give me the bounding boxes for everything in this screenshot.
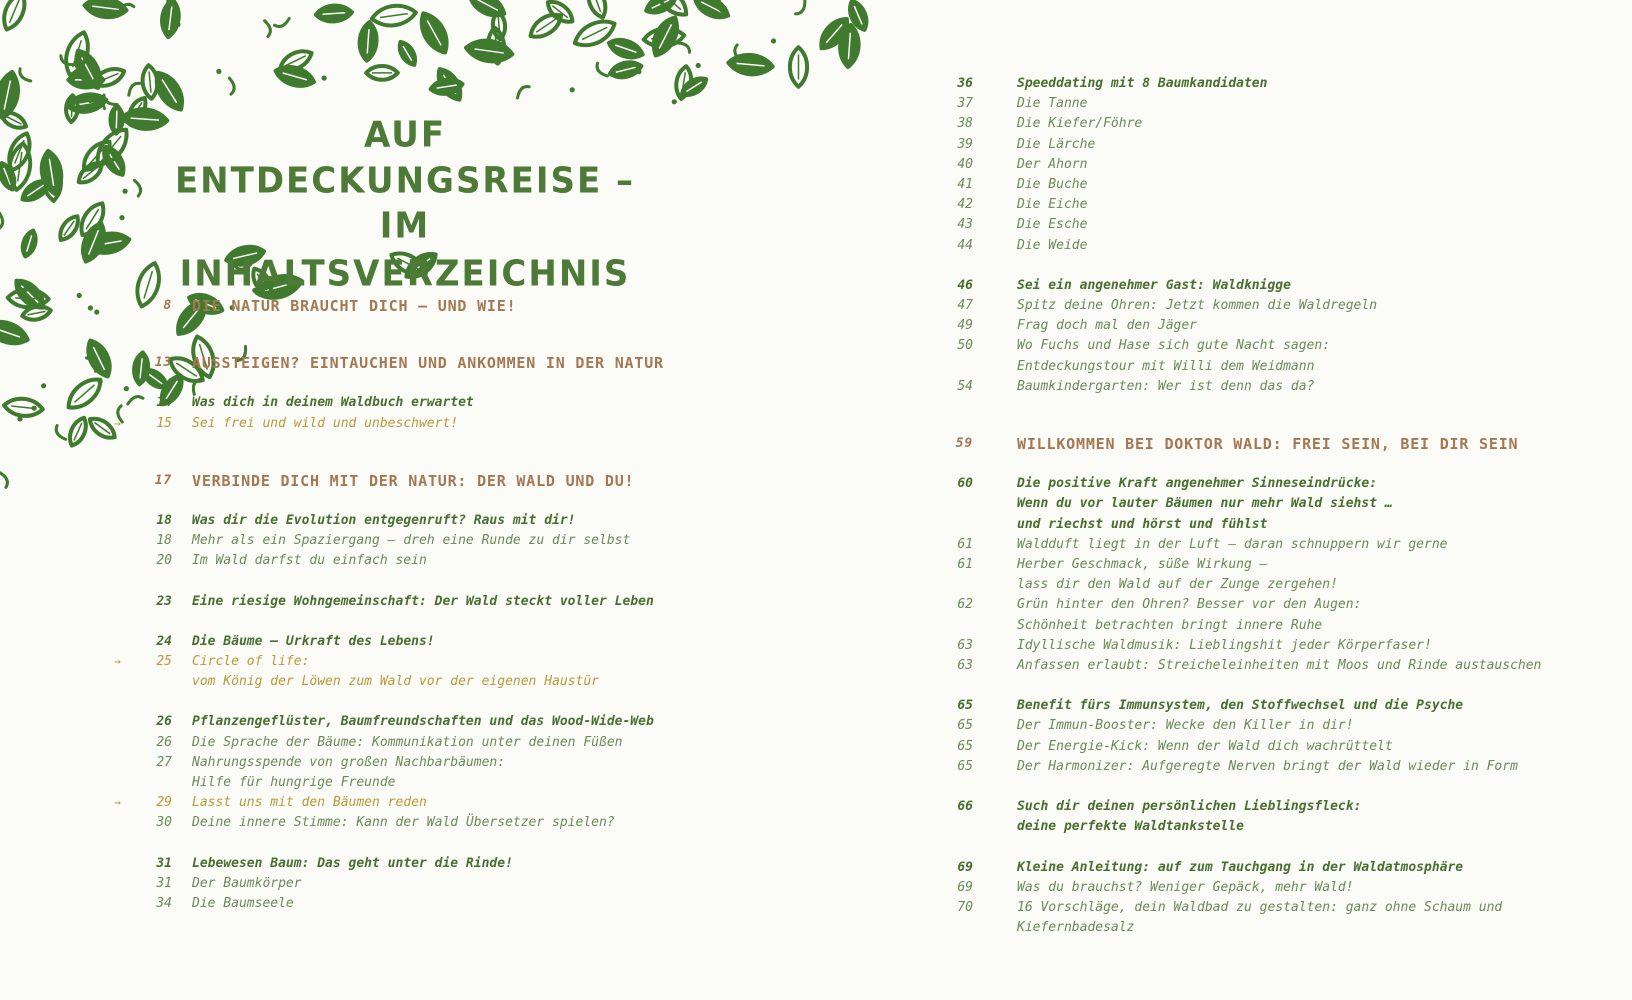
- toc-entry-sub[interactable]: [945, 656, 1605, 676]
- toc-page-number: 14: [156, 395, 172, 411]
- toc-entry-title: Mehr als ein Spaziergang – dreh eine Runde zu dir selbst: [192, 533, 631, 549]
- toc-entry-sub[interactable]: [120, 894, 700, 914]
- toc-spacer: [120, 692, 700, 712]
- title-line-1: AUF: [363, 114, 447, 156]
- toc-entry-title: Spitz deine Ohren: Jetzt kommen die Waldregeln: [1017, 298, 1378, 314]
- toc-page-number: 37: [957, 96, 973, 112]
- toc-page-number: 8: [163, 298, 172, 313]
- toc-entry-main[interactable]: [120, 511, 700, 531]
- toc-entry-chapter[interactable]: [120, 471, 700, 491]
- arrow-marker-icon: →: [114, 796, 121, 810]
- leaf-icon: [606, 36, 645, 62]
- toc-spacer: [945, 397, 1605, 434]
- leaf-icon: [83, 0, 127, 20]
- stroke-mark-icon: [596, 62, 607, 79]
- toc-spacer: [120, 434, 700, 471]
- toc-entry-title: Herber Geschmack, süße Wirkung – lass dir den Wald auf der Zunge zergehen!: [1017, 557, 1338, 593]
- toc-page-number: 46: [957, 277, 973, 293]
- toc-entry-title: Grün hinter den Ohren? Besser vor den Augen: Schönheit betrachten bringt innere Ruhe: [1017, 597, 1362, 633]
- toc-page-number: 69: [957, 859, 973, 875]
- leaf-icon: [3, 397, 44, 418]
- toc-entry-title: Der Harmonizer: Aufgeregte Nerven bringt der Wald wieder in Form: [1017, 758, 1518, 774]
- toc-entry-sub[interactable]: [945, 155, 1605, 175]
- toc-entry-title: Eine riesige Wohngemeinschaft: Der Wald steckt voller Leben: [192, 593, 654, 609]
- dot-mark-icon: [215, 68, 222, 75]
- toc-page-number: 65: [957, 718, 973, 734]
- toc-entry-main[interactable]: [120, 393, 700, 413]
- toc-page-number: 23: [156, 593, 172, 609]
- stroke-mark-icon: [792, 1, 809, 16]
- toc-page-number: 47: [957, 298, 973, 314]
- toc-page-number: 17: [154, 472, 172, 488]
- toc-entry-sub[interactable]: [945, 595, 1605, 635]
- leaf-icon: [273, 63, 316, 91]
- toc-entry-title: Was dich in deinem Waldbuch erwartet: [192, 395, 474, 411]
- dot-mark-icon: [87, 304, 94, 311]
- toc-page-number: 43: [957, 217, 973, 233]
- dot-mark-icon: [76, 292, 82, 298]
- toc-entry-sub[interactable]: [945, 737, 1605, 757]
- toc-entry-title: 16 Vorschläge, dein Waldbad zu gestalten: ganz ohne Schaum und Kiefernbadesalz: [1017, 899, 1503, 936]
- toc-page-number: 34: [156, 896, 172, 912]
- leaf-icon: [358, 21, 378, 61]
- toc-entry-title: Such dir deinen persönlichen Lieblingsfleck: deine perfekte Waldtankstelle: [1017, 799, 1362, 835]
- toc-entry-title: Die Tanne: [1017, 96, 1088, 112]
- toc-entry-chapter[interactable]: [120, 296, 700, 316]
- toc-entry-title: Die Buche: [1017, 177, 1088, 193]
- toc-entry-sub[interactable]: [945, 878, 1605, 898]
- stroke-mark-icon: [262, 21, 272, 37]
- toc-entry-sub[interactable]: [120, 733, 700, 753]
- leaf-icon: [20, 229, 39, 258]
- toc-entry-sub[interactable]: [945, 296, 1605, 316]
- toc-page-number: 25: [156, 654, 172, 670]
- toc-page-number: 24: [156, 633, 172, 649]
- toc-entry-title: Der Baumkörper: [192, 875, 302, 891]
- toc-entry-sub[interactable]: [945, 377, 1605, 397]
- toc-spacer: [945, 454, 1605, 474]
- leaf-icon: [691, 0, 731, 23]
- toc-spacer: [120, 316, 700, 353]
- toc-page-number: 29: [156, 795, 172, 811]
- toc-entry-title: Was du brauchst? Weniger Gepäck, mehr Wald!: [1017, 879, 1354, 895]
- toc-page-number: 18: [156, 513, 172, 529]
- toc-entry-title: Die Weide: [1017, 237, 1088, 253]
- toc-spacer: [120, 834, 700, 854]
- toc-entry-sub[interactable]: [945, 336, 1605, 376]
- toc-page-number: 59: [955, 436, 973, 452]
- toc-page-number: 40: [957, 156, 973, 172]
- toc-page-number: 54: [957, 378, 973, 394]
- leaf-icon: [727, 53, 773, 76]
- dot-mark-icon: [320, 74, 327, 81]
- toc-entry-title: Die positive Kraft angenehmer Sinneseindrücke: Wenn du vor lauter Bäumen nur mehr Wald siehst … und riechst und hörst und fühlst: [1017, 476, 1393, 532]
- toc-entry-main[interactable]: [945, 858, 1605, 878]
- toc-page-number: 49: [957, 318, 973, 334]
- toc-page-number: 42: [957, 197, 973, 213]
- toc-entry-sub[interactable]: [120, 551, 700, 571]
- dot-mark-icon: [770, 38, 776, 44]
- leaf-icon: [526, 9, 565, 43]
- toc-entry-sub[interactable]: [945, 555, 1605, 595]
- toc-entry-title: Deine innere Stimme: Kann der Wald Übersetzer spielen?: [192, 815, 615, 831]
- dot-mark-icon: [40, 382, 47, 389]
- toc-page-number: 65: [957, 698, 973, 714]
- leaf-icon: [790, 47, 807, 87]
- toc-spacer: [945, 838, 1605, 858]
- title-line-2: ENTDECKUNGSREISE –: [174, 160, 636, 202]
- toc-page-number: 62: [957, 597, 973, 613]
- toc-page-number: 13: [154, 355, 172, 371]
- toc-page-number: 26: [156, 714, 172, 730]
- page-title: [170, 112, 640, 296]
- toc-entry-title: Frag doch mal den Jäger: [1017, 318, 1198, 334]
- stroke-mark-icon: [274, 18, 289, 26]
- dot-mark-icon: [696, 63, 701, 68]
- toc-page-number: 63: [957, 637, 973, 653]
- stroke-mark-icon: [56, 425, 66, 441]
- toc-page-number: 63: [957, 658, 973, 674]
- toc-entry-sub[interactable]: [120, 531, 700, 551]
- toc-entry-sub[interactable]: [945, 175, 1605, 195]
- toc-page-number: 65: [957, 758, 973, 774]
- toc-entry-sub[interactable]: [945, 636, 1605, 656]
- leaf-icon: [56, 213, 83, 244]
- toc-entry-title: Die Lärche: [1017, 136, 1096, 152]
- stroke-mark-icon: [132, 180, 142, 196]
- title-line-3: IM INHALTSVERZEICHNIS: [179, 204, 631, 296]
- toc-entry-sub[interactable]: [945, 215, 1605, 235]
- toc-spacer: [120, 572, 700, 592]
- toc-entry-sub[interactable]: [945, 135, 1605, 155]
- toc-entry-highlight[interactable]: [114, 793, 700, 813]
- toc-entry-title: Lebewesen Baum: Das geht unter die Rinde!: [192, 855, 513, 871]
- toc-entry-sub[interactable]: [945, 94, 1605, 114]
- dot-mark-icon: [671, 98, 678, 105]
- toc-page-number: 66: [957, 799, 973, 815]
- toc-page-number: 70: [957, 899, 973, 915]
- toc-entry-sub[interactable]: [120, 813, 700, 833]
- toc-entry-title: Idyllische Waldmusik: Lieblingshit jeder Körperfaser!: [1017, 637, 1432, 653]
- toc-right-column: [945, 74, 1605, 938]
- toc-entry-title: Die Bäume – Urkraft des Lebens!: [192, 633, 435, 649]
- toc-spacer: [120, 612, 700, 632]
- toc-entry-main[interactable]: [120, 632, 700, 652]
- toc-entry-main[interactable]: [945, 74, 1605, 94]
- toc-page-number: 30: [156, 815, 172, 831]
- dot-mark-icon: [94, 309, 100, 315]
- stroke-mark-icon: [515, 85, 532, 98]
- toc-entry-title: Die Baumseele: [192, 896, 294, 912]
- arrow-marker-icon: →: [114, 416, 121, 430]
- toc-page-number: 27: [156, 754, 172, 770]
- toc-entry-title: Sei frei und wild und unbeschwert!: [192, 415, 459, 431]
- leaf-icon: [415, 9, 454, 58]
- toc-entry-sub[interactable]: [120, 874, 700, 894]
- arrow-marker-icon: →: [114, 655, 121, 669]
- toc-entry-main[interactable]: [945, 797, 1605, 837]
- toc-page-number: 61: [957, 536, 973, 552]
- dot-mark-icon: [122, 188, 127, 193]
- toc-entry-title: Speeddating mit 8 Baumkandidaten: [1017, 76, 1268, 91]
- toc-entry-title: Anfassen erlaubt: Streicheleinheiten mit Moos und Rinde austauschen: [1017, 658, 1542, 674]
- leaf-icon: [63, 373, 107, 414]
- toc-spacer: [945, 676, 1605, 696]
- toc-entry-title: Pflanzengeflüster, Baumfreundschaften und das Wood-Wide-Web: [192, 714, 654, 730]
- toc-entry-title: Die Eiche: [1017, 197, 1088, 213]
- toc-page-number: 36: [957, 76, 973, 91]
- toc-entry-sub[interactable]: [945, 535, 1605, 555]
- leaf-icon: [0, 0, 30, 33]
- toc-page-number: 39: [957, 136, 973, 152]
- toc-entry-sub[interactable]: [945, 195, 1605, 215]
- toc-entry-title: Die Kiefer/Föhre: [1017, 116, 1143, 132]
- toc-page-number: 38: [957, 116, 973, 132]
- leaf-icon: [679, 74, 710, 100]
- stroke-mark-icon: [0, 213, 6, 230]
- toc-page-number: 65: [957, 738, 973, 754]
- toc-page-number: 60: [957, 476, 973, 492]
- toc-left-column: [114, 296, 700, 914]
- toc-entry-title: VERBINDE DICH MIT DER NATUR: DER WALD UND DU!: [192, 471, 635, 490]
- leaf-icon: [0, 70, 22, 120]
- toc-entry-title: Der Immun-Booster: Wecke den Killer in dir!: [1017, 718, 1354, 734]
- stroke-mark-icon: [0, 472, 8, 487]
- toc-entry-title: Baumkindergarten: Wer ist denn das da?: [1017, 378, 1315, 394]
- toc-page-number: 69: [957, 879, 973, 895]
- toc-entry-chapter[interactable]: [945, 434, 1605, 454]
- toc-page-number: 41: [957, 177, 973, 193]
- toc-entry-sub[interactable]: [945, 316, 1605, 336]
- toc-spacer: [945, 256, 1605, 276]
- stroke-mark-icon: [126, 82, 143, 95]
- toc-entry-title: Lasst uns mit den Bäumen reden: [192, 795, 427, 811]
- toc-entry-title: Die Sprache der Bäume: Kommunikation unter deinen Füßen: [192, 734, 623, 750]
- leaf-icon: [465, 38, 514, 65]
- leaf-icon: [315, 4, 352, 22]
- toc-entry-main[interactable]: [120, 854, 700, 874]
- toc-entry-title: Benefit fürs Immunsystem, den Stoffwechsel und die Psyche: [1017, 698, 1464, 714]
- leaf-icon: [66, 415, 90, 448]
- toc-entry-title: Der Ahorn: [1017, 156, 1088, 172]
- toc-entry-main[interactable]: [120, 592, 700, 612]
- toc-page-number: 15: [156, 415, 172, 431]
- toc-page-number: 26: [156, 734, 172, 750]
- leaf-icon: [396, 39, 420, 68]
- stroke-mark-icon: [19, 67, 31, 84]
- leaf-icon: [160, 0, 181, 38]
- toc-entry-title: DIE NATUR BRAUCHT DICH – UND WIE!: [192, 297, 517, 315]
- leaf-icon: [366, 66, 398, 80]
- toc-entry-title: Was dir die Evolution entgegenruft? Raus mit dir!: [192, 513, 576, 529]
- toc-entry-highlight[interactable]: [114, 652, 700, 692]
- toc-entry-sub[interactable]: [945, 114, 1605, 134]
- toc-page-number: 50: [957, 338, 973, 354]
- toc-entry-sub[interactable]: [945, 757, 1605, 777]
- toc-entry-title: Waldduft liegt in der Luft – daran schnuppern wir gerne: [1017, 536, 1448, 552]
- leaf-icon: [584, 0, 610, 20]
- toc-entry-sub[interactable]: [945, 716, 1605, 736]
- toc-entry-sub[interactable]: [945, 236, 1605, 256]
- toc-page-number: 61: [957, 557, 973, 573]
- leaf-icon: [371, 3, 418, 28]
- toc-entry-title: Kleine Anleitung: auf zum Tauchgang in der Waldatmosphäre: [1017, 859, 1464, 875]
- toc-entry-title: Sei ein angenehmer Gast: Waldknigge: [1017, 277, 1291, 293]
- leaf-icon: [608, 59, 643, 80]
- leaf-icon: [647, 13, 683, 59]
- leaf-icon: [0, 317, 31, 349]
- toc-entry-title: AUSSTEIGEN? EINTAUCHEN UND ANKOMMEN IN DER NATUR: [192, 354, 664, 373]
- dot-mark-icon: [569, 87, 575, 93]
- leaf-icon: [122, 108, 168, 131]
- toc-page-number: 44: [957, 237, 973, 253]
- toc-entry-title: Wo Fuchs und Hase sich gute Nacht sagen: Entdeckungstour mit Willi dem Weidmann: [1017, 338, 1331, 374]
- toc-entry-main[interactable]: [120, 712, 700, 732]
- toc-entry-title: Circle of life: vom König der Löwen zum Wald vor der eigenen Haustür: [192, 654, 599, 690]
- toc-entry-highlight[interactable]: [114, 414, 700, 434]
- toc-entry-sub[interactable]: [120, 753, 700, 793]
- stroke-mark-icon: [225, 78, 236, 95]
- toc-entry-title: Nahrungsspende von großen Nachbarbäumen: Hilfe für hungrige Freunde: [192, 754, 506, 791]
- toc-entry-title: WILLKOMMEN BEI DOKTOR WALD: FREI SEIN, BEI DIR SEIN: [1017, 435, 1519, 454]
- toc-spacer: [120, 373, 700, 393]
- toc-entry-main[interactable]: [945, 696, 1605, 716]
- toc-entry-title: Die Esche: [1017, 217, 1088, 233]
- toc-page-number: 31: [156, 855, 172, 871]
- toc-entry-title: Der Energie-Kick: Wenn der Wald dich wachrüttelt: [1017, 738, 1393, 754]
- toc-entry-main[interactable]: [945, 474, 1605, 535]
- toc-entry-title: Im Wald darfst du einfach sein: [192, 553, 427, 569]
- toc-page-number: 31: [156, 875, 172, 891]
- toc-entry-main[interactable]: [945, 276, 1605, 296]
- toc-page-number: 18: [156, 533, 172, 549]
- toc-entry-sub[interactable]: [945, 898, 1605, 938]
- toc-entry-chapter[interactable]: [120, 353, 700, 373]
- dot-mark-icon: [119, 214, 126, 221]
- toc-spacer: [120, 491, 700, 511]
- toc-spacer: [945, 777, 1605, 797]
- toc-page-number: 20: [156, 553, 172, 569]
